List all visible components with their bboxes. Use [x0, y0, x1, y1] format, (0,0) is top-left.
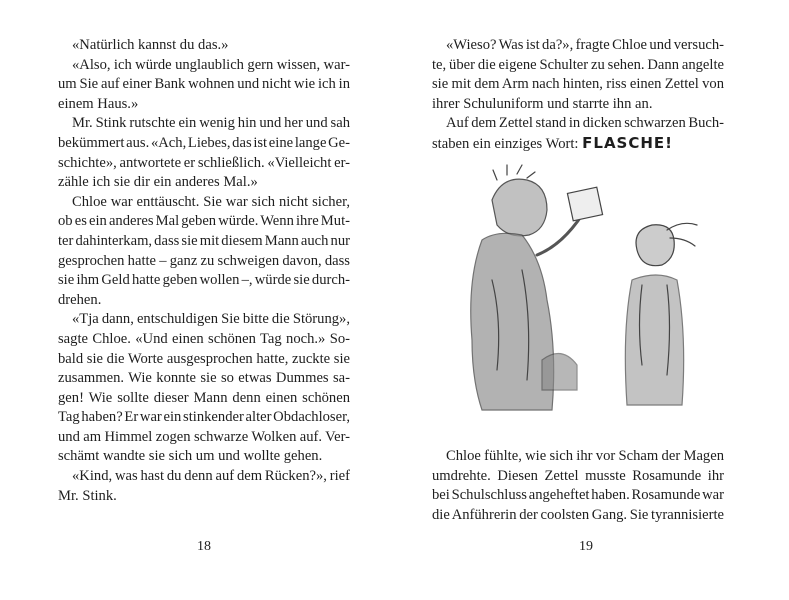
line-text: staben ein einziges Wort:: [432, 135, 579, 152]
line-text: gesprochen hatte – ganz zu schweigen davon, dass: [58, 252, 350, 269]
right-page-text-top: [432, 36, 724, 154]
text-line: [58, 212, 350, 232]
text-line: [58, 271, 350, 291]
text-line: [58, 428, 350, 448]
text-line-content: [432, 134, 673, 155]
line-text: ter dahinterkam, dass sie mit diesem Mann auch nur: [58, 232, 350, 249]
text-line-content: [58, 408, 350, 428]
line-text: schämt wandte sie sich um und wollte gehen.: [58, 448, 323, 465]
text-line-content: [58, 212, 350, 232]
text-line-content: [58, 291, 101, 311]
text-line: [432, 95, 724, 115]
line-text: sagte Chloe. «Und einen schönen Tag noch.» So-: [58, 330, 350, 347]
page-number-right: 19: [579, 539, 593, 554]
text-line: [58, 487, 350, 507]
line-text: «Natürlich kannst du das.»: [72, 37, 229, 53]
line-text: ob es ein anderes Mal geben würde. Wenn ihre Mut-: [58, 213, 350, 230]
text-line-content: [58, 487, 117, 507]
line-text: te, über die eigene Schulter zu sehen. Dann angelte: [432, 56, 724, 73]
text-line: [58, 291, 350, 311]
text-line-content: [58, 75, 350, 95]
text-line: [58, 56, 350, 76]
text-line: [58, 114, 350, 134]
line-text: Auf dem Zettel stand in dicken schwarzen Buch-: [446, 115, 724, 132]
line-text: sie mit dem Arm nach hinten, riss einen Zettel von: [432, 76, 724, 93]
line-text: «Tja dann, entschuldigen Sie bitte die Störung»,: [72, 311, 350, 328]
text-line: [58, 330, 350, 350]
text-line-content: [432, 75, 724, 95]
right-page-text-bottom: [432, 447, 724, 525]
text-line-content: [58, 252, 350, 272]
line-text: bekümmert aus. «Ach, Liebes, das ist eine lange Ge-: [58, 134, 350, 151]
line-text: gen! Wie sollte dieser Mann denn einen schönen: [58, 389, 350, 406]
text-line: [58, 193, 350, 213]
text-line: [432, 56, 724, 76]
text-line-content: [72, 310, 350, 330]
text-line-content: [58, 271, 350, 291]
text-line: [432, 75, 724, 95]
text-line-content: [446, 114, 724, 134]
text-line: [58, 310, 350, 330]
text-line: [58, 467, 350, 487]
line-text: umdrehte. Diesen Zettel musste Rosamunde ihr: [432, 467, 724, 484]
text-line-content: [72, 56, 350, 76]
text-line-content: [446, 447, 724, 467]
text-line-content: [58, 330, 350, 350]
line-text: schichte», antwortete er schließlich. «Vielleicht er-: [58, 154, 350, 171]
line-text: um Sie auf einer Bank wohnen und nicht wie ich in: [58, 76, 350, 93]
illustration-mr-stink-and-chloe: [452, 160, 702, 420]
text-line: [58, 75, 350, 95]
line-text: «Wieso? Was ist da?», fragte Chloe und versuch-: [446, 37, 724, 53]
text-line: [432, 486, 724, 506]
line-text: «Kind, was hast du denn auf dem Rücken?», rief: [72, 468, 350, 485]
line-text: zusammen. Wie konnte sie so etwas Dummes sa-: [58, 370, 350, 387]
text-line-content: [58, 154, 350, 174]
text-line-content: [58, 428, 350, 448]
text-line: [58, 389, 350, 409]
text-line-content: [58, 350, 350, 370]
text-line-content: [58, 232, 350, 252]
line-text: «Also, ich würde unglaublich gern wissen, war-: [72, 56, 350, 73]
text-line-content: [58, 95, 138, 115]
text-line: [432, 114, 724, 134]
page-number-left: 18: [197, 539, 211, 554]
text-line: [432, 506, 724, 526]
text-line-content: [58, 134, 350, 154]
line-text: bald sie die Worte ausgesprochen hatte, zuckte sie: [58, 350, 350, 367]
text-line: [58, 350, 350, 370]
text-line-content: [432, 467, 724, 487]
text-line: [58, 36, 350, 56]
text-line: [432, 36, 724, 56]
text-line-content: [72, 114, 350, 134]
text-line-content: [446, 36, 724, 56]
line-text: Mr. Stink rutschte ein wenig hin und her und sah: [72, 115, 350, 132]
text-line: [58, 173, 350, 193]
text-line: [432, 447, 724, 467]
line-text: die Anführerin der coolsten Gang. Sie tyrannisierte: [432, 506, 724, 523]
line-text: zähle ich sie dir ein anderes Mal.»: [58, 174, 258, 191]
left-page-text: [58, 36, 350, 506]
text-line-content: [58, 447, 322, 467]
text-line: [432, 134, 724, 154]
line-text: drehen.: [58, 291, 102, 308]
text-line-content: [432, 506, 724, 526]
text-line-content: [58, 369, 350, 389]
text-line: [58, 252, 350, 272]
text-line: [58, 154, 350, 174]
text-line: [58, 134, 350, 154]
text-line: [58, 408, 350, 428]
text-line-content: [58, 173, 258, 193]
note-word: FLASCHE!: [582, 133, 674, 152]
line-text: Chloe fühlte, wie sich ihr vor Scham der Magen: [446, 448, 725, 464]
text-line: [58, 447, 350, 467]
text-line: [58, 369, 350, 389]
text-line-content: [72, 193, 350, 213]
text-line: [58, 95, 350, 115]
line-text: ihrer Schuluniform und starrte ihn an.: [432, 95, 653, 112]
text-line-content: [432, 56, 724, 76]
text-line-content: [432, 486, 724, 506]
text-line-content: [72, 36, 228, 56]
line-text: bei Schulschluss angeheftet haben. Rosamunde war: [432, 487, 724, 504]
line-text: einem Haus.»: [58, 95, 139, 112]
line-text: sie ihm Geld hatte geben wollen –, würde sie durch-: [58, 272, 350, 289]
text-line: [58, 232, 350, 252]
text-line-content: [72, 467, 350, 487]
line-text: und am Himmel zogen schwarze Wolken auf. Ver-: [58, 428, 350, 445]
text-line-content: [432, 95, 652, 115]
text-line: [432, 467, 724, 487]
line-text: Chloe war enttäuscht. Sie war sich nicht sicher,: [72, 193, 350, 210]
text-line-content: [58, 389, 350, 409]
line-text: Tag haben? Er war ein stinkender alter Obdachloser,: [58, 409, 350, 426]
line-text: Mr. Stink.: [58, 487, 117, 504]
